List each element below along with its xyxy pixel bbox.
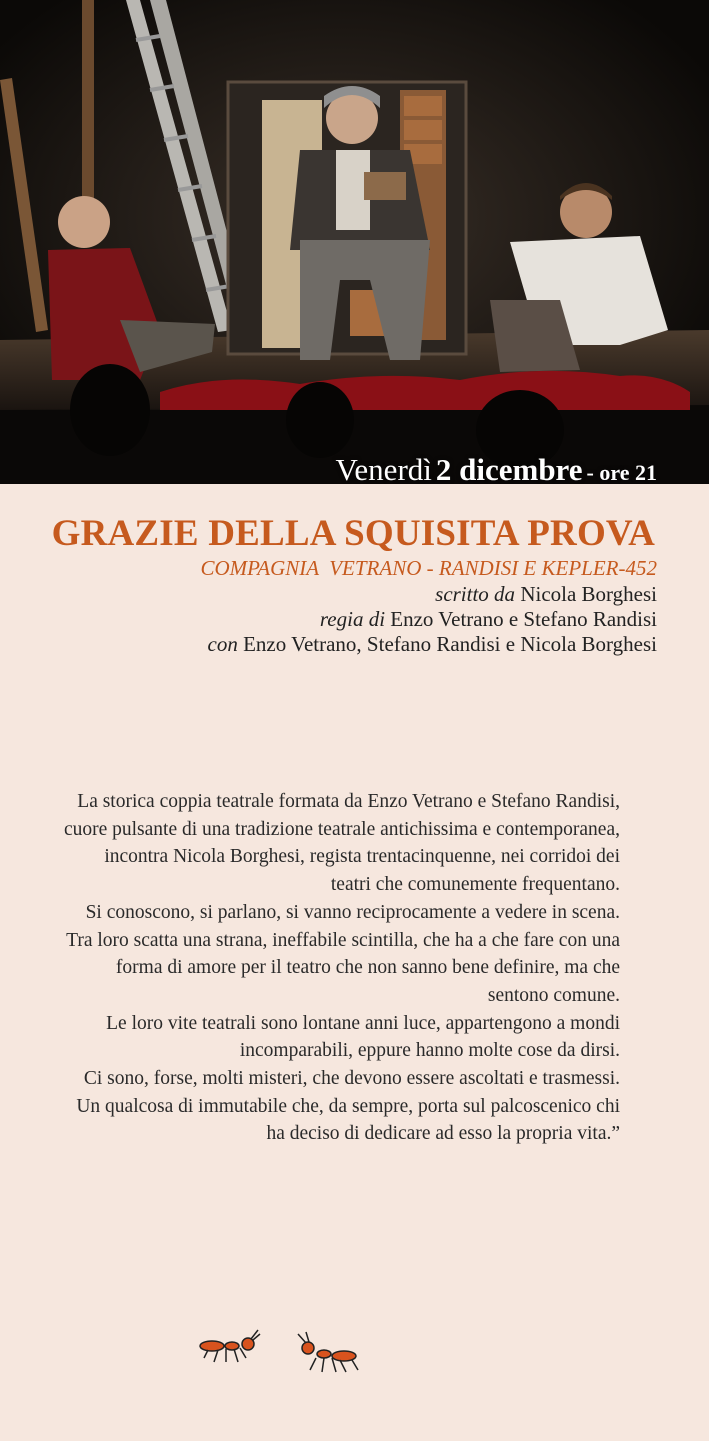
description: [60, 788, 620, 1148]
event-time: - ore 21: [586, 460, 657, 484]
description-paragraph: Le loro vite teatrali sono lontane anni luce, appartengono a mondi incomparabili, eppure hanno molte cose da dirsi.: [106, 1012, 620, 1062]
written-label: scritto da: [435, 582, 516, 606]
cast-label: con: [207, 632, 238, 656]
description-paragraph: Tra loro scatta una strana, ineffabile scintilla, che ha a che fare con una forma di amore per il teatro che non sanno bene definire, ma che sentono comune.: [66, 929, 620, 1006]
stage-photo: [0, 0, 709, 484]
description-paragraph: La storica coppia teatrale formata da Enzo Vetrano e Stefano Randisi, cuore pulsante di una tradizione teatrale antichissima e contemporanea, incontra Nicola Borghesi, regista trentacinquenne, nei corridoi dei teatri che comunemente frequentano.: [63, 791, 620, 896]
description-paragraph: Si conoscono, si parlano, si vanno reciprocamente a vedere in scena.: [85, 901, 620, 923]
show-title: GRAZIE DELLA SQUISITA PROVA: [51, 513, 655, 554]
description-paragraph: Ci sono, forse, molti misteri, che devono essere ascoltati e trasmessi.: [83, 1068, 620, 1090]
direction-label: regia di: [319, 607, 386, 631]
written-by: Nicola Borghesi: [520, 582, 657, 606]
event-weekday: Venerdì: [335, 452, 432, 484]
credit-cast: [208, 632, 657, 657]
event-date-line: [335, 452, 657, 484]
ants-logo: [196, 1326, 366, 1386]
event-date: 2 dicembre: [435, 452, 583, 484]
credit-direction: [320, 607, 657, 632]
credit-written: [435, 582, 657, 607]
company-name: COMPAGNIA VETRANO - RANDISI E KEPLER-452: [200, 556, 657, 580]
cast-list: Enzo Vetrano, Stefano Randisi e Nicola Borghesi: [243, 632, 657, 656]
direction-by: Enzo Vetrano e Stefano Randisi: [390, 607, 657, 631]
description-paragraph: Un qualcosa di immutabile che, da sempre, porta sul palcoscenico chi ha deciso di dedicare ad esso la propria vita.”: [76, 1095, 620, 1145]
ant-icon: [200, 1330, 260, 1362]
ant-icon: [298, 1332, 358, 1372]
